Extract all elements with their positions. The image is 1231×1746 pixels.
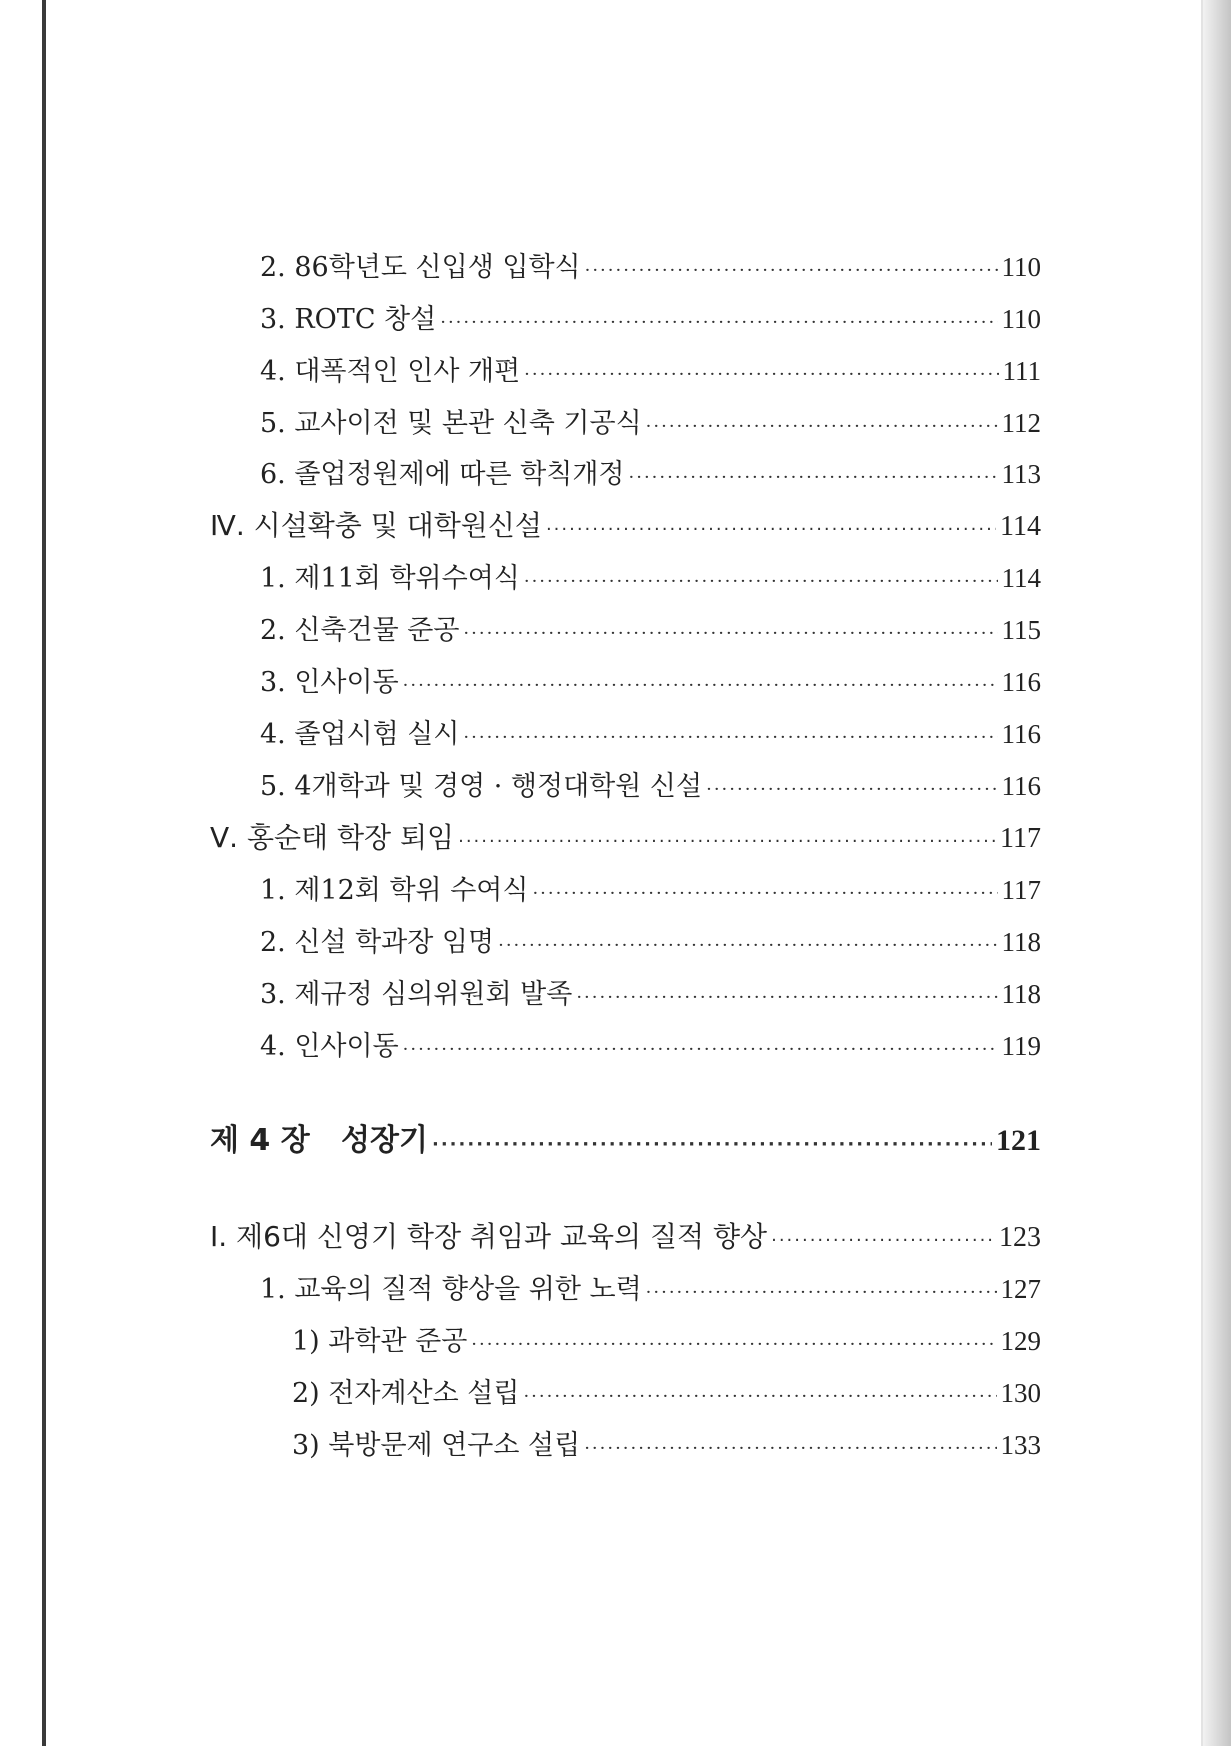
toc-page-number: 116: [1001, 771, 1041, 801]
toc-entry-label: 2. 86학년도 신입생 입학식: [260, 252, 581, 283]
toc-page-number: 113: [1001, 459, 1041, 489]
toc-entry: [260, 1028, 1041, 1068]
toc-leader-dots: [463, 616, 997, 652]
toc-leader-dots: [471, 1327, 996, 1363]
toc-page-number: 112: [1001, 408, 1041, 438]
toc-leader-dots: [523, 1379, 996, 1415]
toc-entry: [260, 405, 1041, 445]
toc-entry: [260, 612, 1041, 652]
toc-leader-dots: [532, 876, 997, 912]
toc-subentry-label: 3) 북방문제 연구소 설립: [292, 1430, 581, 1461]
toc-page-number: 115: [1001, 615, 1041, 645]
toc-chapter-label: 제 4 장 성장기: [210, 1123, 428, 1158]
toc-section-entry: [210, 820, 1041, 860]
toc-leader-dots: [646, 409, 998, 445]
toc-page-number: 119: [1001, 1031, 1041, 1061]
toc-page-number: 118: [1001, 979, 1041, 1009]
toc-entry-label: 3. 인사이동: [260, 667, 399, 698]
toc-page-number: 129: [1000, 1326, 1041, 1356]
toc-page-number: 118: [1001, 927, 1041, 957]
toc-leader-dots: [706, 772, 997, 808]
toc-page-number: 121: [996, 1124, 1041, 1157]
toc-leader-dots: [584, 1431, 996, 1467]
toc-leader-dots: [432, 1127, 992, 1163]
toc-page-number: 110: [1001, 252, 1041, 282]
toc-leader-dots: [576, 980, 997, 1016]
toc-subentry-label: 2) 전자계산소 설립: [292, 1378, 520, 1409]
toc-entry-label: 1. 제12회 학위 수여식: [260, 875, 529, 906]
toc-entry: [260, 872, 1041, 912]
toc-section-entry: [210, 1219, 1041, 1259]
toc-leader-dots: [458, 824, 996, 860]
toc-subentry-label: 1) 과학관 준공: [292, 1326, 468, 1357]
toc-entry-label: 4. 인사이동: [260, 1031, 399, 1062]
toc-entry: [260, 1271, 1041, 1311]
toc-page-number: 114: [1000, 511, 1041, 542]
toc-leader-dots: [463, 720, 997, 756]
toc-entry-label: 1. 제11회 학위수여식: [260, 563, 520, 594]
toc-page-number: 123: [999, 1222, 1041, 1253]
toc-leader-dots: [771, 1223, 995, 1259]
toc-leader-dots: [585, 253, 998, 289]
toc-entry: [260, 249, 1041, 289]
toc-leader-dots: [524, 357, 998, 393]
toc-section-label: Ⅳ. 시설확충 및 대학원신설: [210, 509, 542, 542]
toc-page-number: 117: [1001, 875, 1041, 905]
toc-subentry: [292, 1427, 1041, 1467]
toc-page-number: 116: [1001, 667, 1041, 697]
toc-leader-dots: [629, 460, 998, 496]
toc-entry: [260, 976, 1041, 1016]
toc-entry-label: 2. 신설 학과장 임명: [260, 927, 495, 958]
toc-leader-dots: [440, 305, 997, 341]
toc-entry-label: 3. 제규정 심의위원회 발족: [260, 979, 573, 1010]
toc-page-number: 111: [1002, 356, 1041, 386]
toc-entry: [260, 301, 1041, 341]
toc-section-label: Ⅴ. 홍순태 학장 퇴임: [210, 821, 455, 854]
toc-entry-label: 2. 신축건물 준공: [260, 615, 460, 646]
toc-leader-dots: [524, 564, 998, 600]
toc-leader-dots: [498, 928, 997, 964]
toc-leader-dots: [403, 1032, 998, 1068]
toc-entry: [260, 768, 1041, 808]
toc-page-number: 133: [1000, 1430, 1041, 1460]
toc-entry-label: 5. 교사이전 및 본관 신축 기공식: [260, 408, 642, 439]
toc-entry-label: 4. 졸업시험 실시: [260, 719, 460, 750]
toc-page-number: 116: [1001, 719, 1041, 749]
toc-section-entry: [210, 508, 1041, 548]
toc-leader-dots: [646, 1275, 997, 1311]
toc-entry-label: 4. 대폭적인 인사 개편: [260, 356, 521, 387]
toc-page-number: 117: [1000, 823, 1041, 854]
toc-leader-dots: [403, 668, 998, 704]
toc-entry: [260, 924, 1041, 964]
toc-page-number: 110: [1001, 304, 1041, 334]
toc-entry-label: 5. 4개학과 및 경영 · 행정대학원 신설: [260, 771, 703, 802]
toc-entry: [260, 456, 1041, 496]
toc-page-number: 127: [1000, 1274, 1041, 1304]
toc-entry-label: 1. 교육의 질적 향상을 위한 노력: [260, 1274, 642, 1305]
toc-page-number: 114: [1001, 563, 1041, 593]
toc-entry-label: 3. ROTC 창설: [260, 304, 437, 335]
toc-chapter-entry: [210, 1123, 1041, 1163]
toc-entry: [260, 353, 1041, 393]
toc-entry-label: 6. 졸업정원제에 따른 학칙개정: [260, 459, 625, 490]
toc-entry: [260, 716, 1041, 756]
toc-leader-dots: [546, 512, 996, 548]
toc-entry: [260, 664, 1041, 704]
toc-subentry: [292, 1375, 1041, 1415]
toc-section-label: Ⅰ. 제6대 신영기 학장 취임과 교육의 질적 향상: [210, 1220, 768, 1253]
toc-entry: [260, 560, 1041, 600]
toc-page-number: 130: [1000, 1378, 1041, 1408]
toc-subentry: [292, 1323, 1041, 1363]
